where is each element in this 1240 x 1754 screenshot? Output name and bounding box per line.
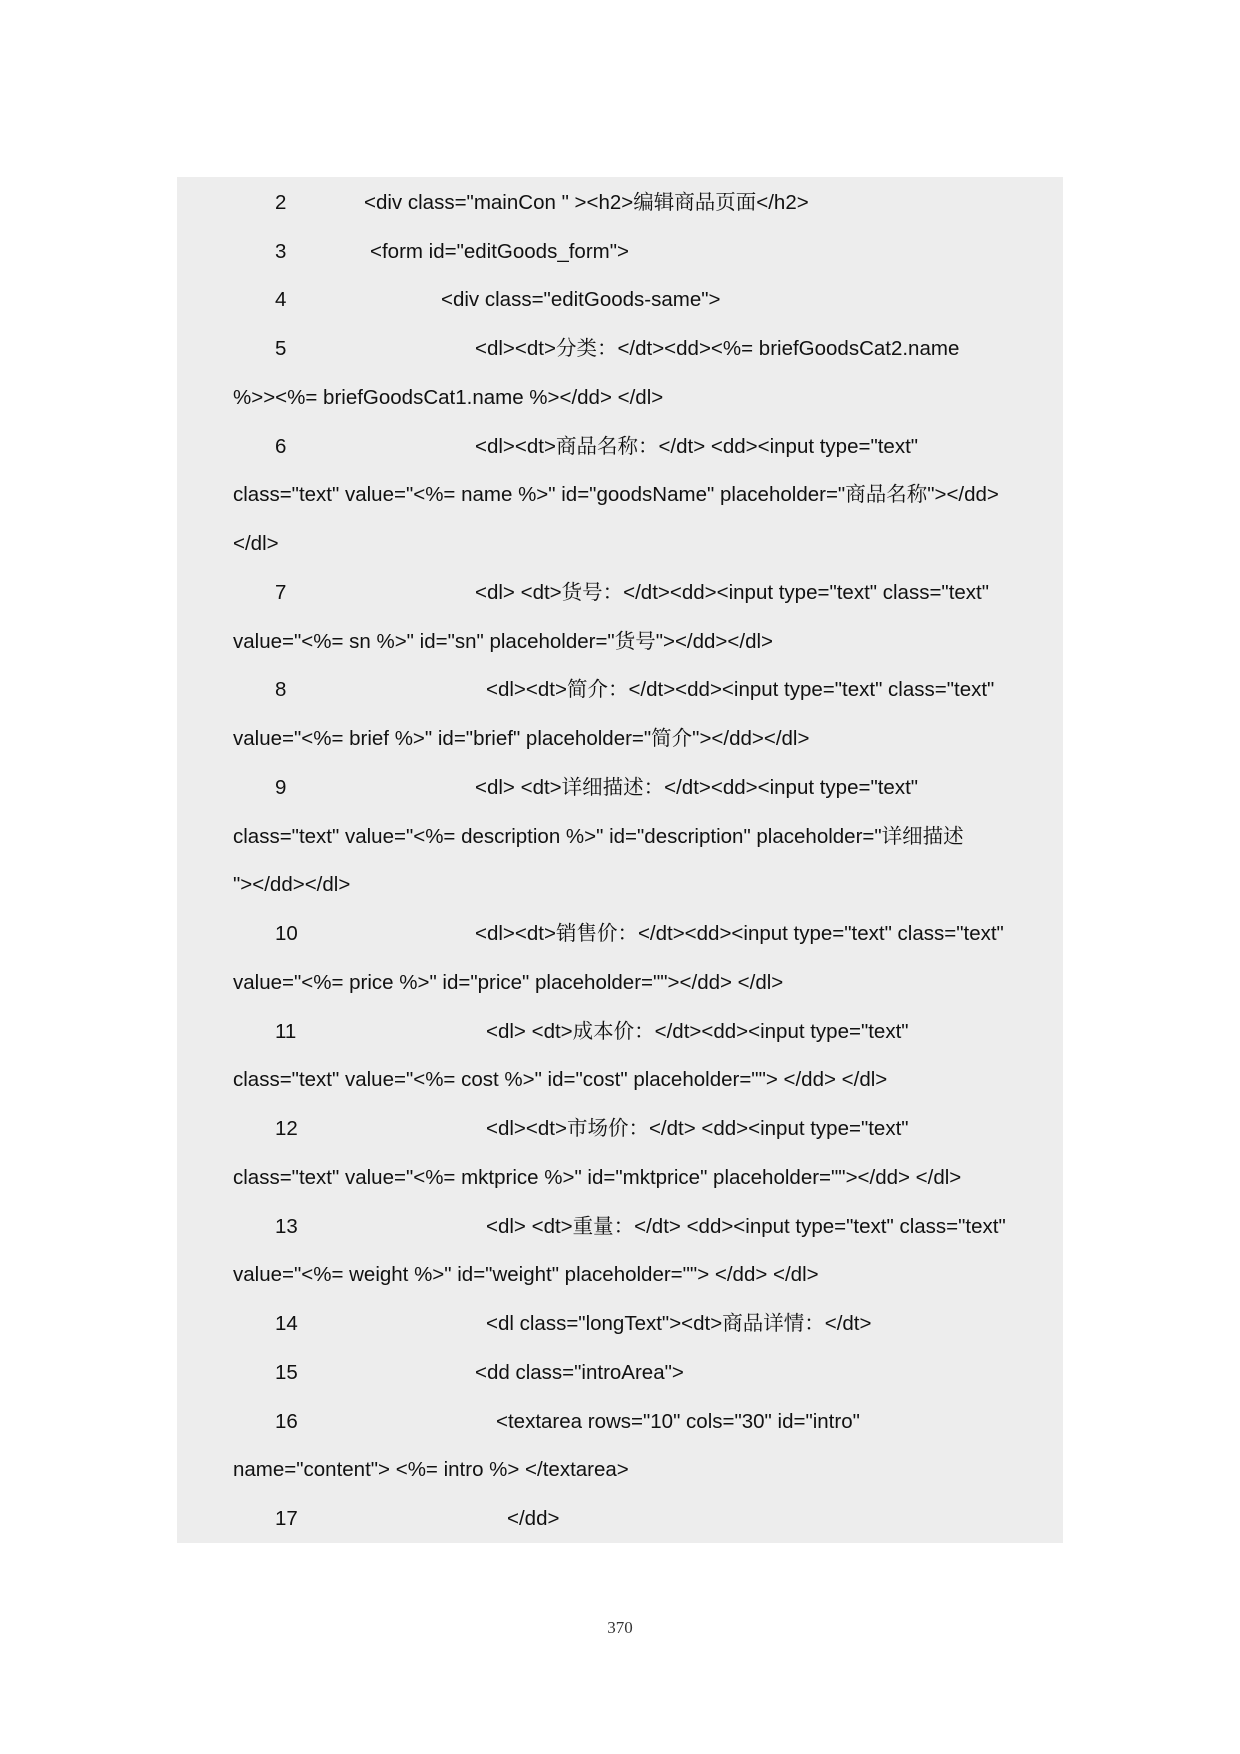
code-text: class="text" value="<%= mktprice %>" id="mktprice" placeholder=""></dd> </dl> [233,1166,962,1189]
line-number: 5 [275,337,287,360]
code-text: <dl><dt>分类：</dt><dd><%= briefGoodsCat2.name [475,337,960,360]
code-text: value="<%= sn %>" id="sn" placeholder="货号"></dd></dl> [233,630,773,653]
line-number: 12 [275,1117,298,1140]
page-number: 370 [607,1618,633,1637]
line-number: 9 [275,776,287,799]
code-text: name="content"> <%= intro %> </textarea> [233,1458,629,1481]
code-text: class="text" value="<%= description %>" id="description" placeholder="详细描述 [233,825,964,848]
line-number: 10 [275,922,298,945]
code-text: </dl> [233,532,279,555]
code-text: value="<%= price %>" id="price" placeholder=""></dd> </dl> [233,971,784,994]
line-number: 14 [275,1312,298,1335]
line-number: 2 [275,191,287,214]
line-number: 3 [275,240,287,263]
code-text: <dl><dt>简介：</dt><dd><input type="text" class="text" [486,678,995,701]
code-text: value="<%= weight %>" id="weight" placeholder=""> </dd> </dl> [233,1263,819,1286]
code-text: </dd> [507,1507,560,1530]
code-text: <dl class="longText"><dt>商品详情：</dt> [486,1312,872,1335]
code-text: <dl> <dt>重量：</dt> <dd><input type="text" class="text" [486,1215,1006,1238]
code-text: <form id="editGoods_form"> [370,240,629,263]
line-number: 7 [275,581,287,604]
code-text: <dl><dt>销售价：</dt><dd><input type="text" class="text" [475,922,1004,945]
code-text: <dl><dt>商品名称：</dt> <dd><input type="text" [475,435,919,458]
code-text: %>><%= briefGoodsCat1.name %></dd> </dl> [233,386,664,409]
line-number: 8 [275,678,287,701]
code-text: value="<%= brief %>" id="brief" placeholder="简介"></dd></dl> [233,727,810,750]
line-number: 15 [275,1361,298,1384]
code-text: <dd class="introArea"> [475,1361,684,1384]
line-number: 6 [275,435,287,458]
code-text: <dl> <dt>货号：</dt><dd><input type="text" class="text" [475,581,990,604]
code-text: class="text" value="<%= cost %>" id="cost" placeholder=""> </dd> </dl> [233,1068,888,1091]
line-number: 11 [275,1020,297,1043]
code-text: <dl> <dt>成本价：</dt><dd><input type="text" [486,1020,909,1043]
code-text: <div class="mainCon " ><h2>编辑商品页面</h2> [364,191,809,214]
code-text: "></dd></dl> [233,873,351,896]
code-text: <div class="editGoods-same"> [441,288,721,311]
code-text: <textarea rows="10" cols="30" id="intro" [496,1410,860,1433]
code-text: class="text" value="<%= name %>" id="goodsName" placeholder="商品名称"></dd> [233,483,999,506]
line-number: 13 [275,1215,298,1238]
code-text: <dl> <dt>详细描述：</dt><dd><input type="text" [475,776,919,799]
code-listing [177,177,1063,1543]
line-number: 16 [275,1410,298,1433]
code-text: <dl><dt>市场价：</dt> <dd><input type="text" [486,1117,909,1140]
line-number: 17 [275,1507,298,1530]
line-number: 4 [275,288,287,311]
